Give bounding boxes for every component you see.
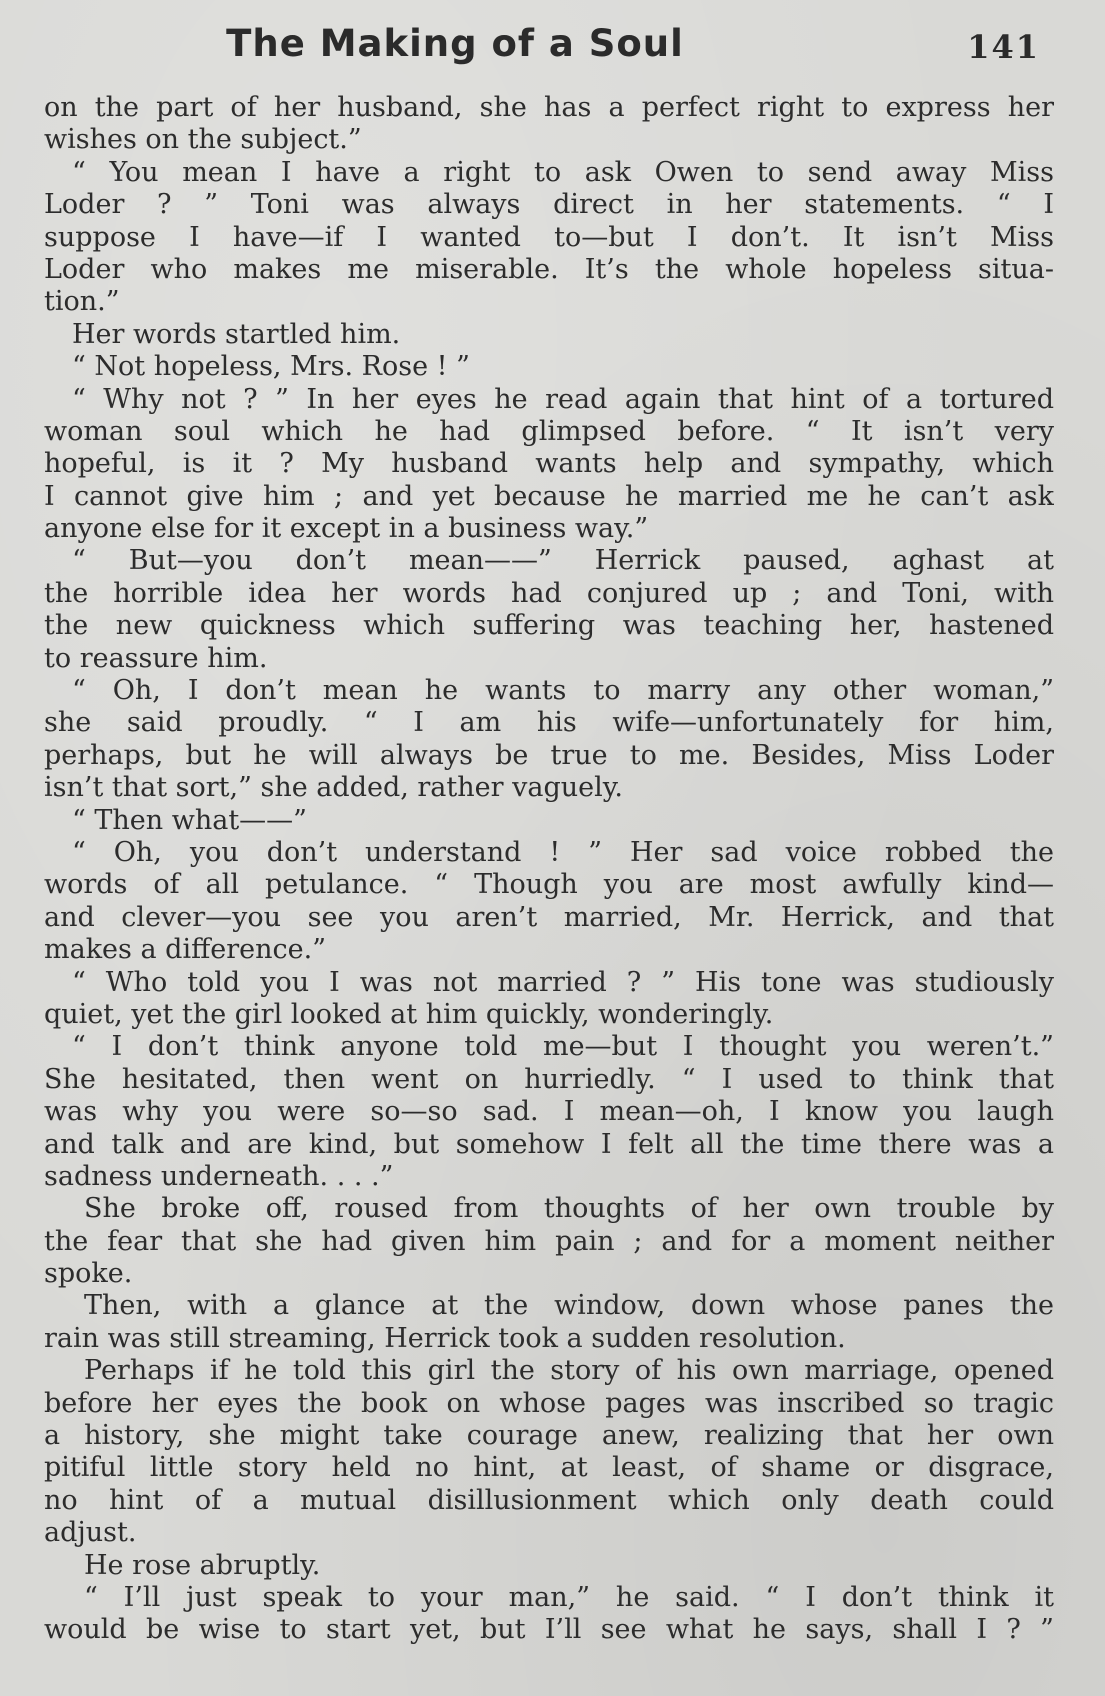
text-line: perhaps, but he will always be true to me. Besides, Miss Loder — [44, 739, 1054, 771]
text-line: Loder who makes me miserable. It’s the whole hopeless situa- — [44, 253, 1054, 285]
running-head — [40, 18, 1040, 78]
body-text — [44, 92, 1054, 1647]
text-line: wishes on the subject.” — [44, 124, 362, 156]
text-line: “ Not hopeless, Mrs. Rose ! ” — [72, 351, 470, 383]
text-line: I cannot give him ; and yet because he married me he can’t ask — [44, 480, 1054, 512]
text-line: and talk and are kind, but somehow I felt all the time there was a — [44, 1128, 1054, 1160]
text-line: tion.” — [44, 286, 120, 318]
page-number: 141 — [967, 28, 1040, 66]
text-line: “ I’ll just speak to your man,” he said. “ I don’t think it — [84, 1581, 1054, 1613]
text-line: the fear that she had given him pain ; and for a moment neither — [44, 1225, 1054, 1257]
text-line: Perhaps if he told this girl the story of his own marriage, opened — [84, 1355, 1054, 1387]
text-line: woman soul which he had glimpsed before. “ It isn’t very — [44, 415, 1054, 447]
text-line: pitiful little story held no hint, at least, of shame or disgrace, — [44, 1452, 1054, 1484]
running-title: The Making of a Soul — [226, 22, 684, 65]
text-line: adjust. — [44, 1517, 137, 1549]
text-line: hopeful, is it ? My husband wants help and sympathy, which — [44, 448, 1054, 480]
text-line: words of all petulance. “ Though you are most awfully kind— — [44, 869, 1054, 901]
text-line: the horrible idea her words had conjured up ; and Toni, with — [44, 577, 1054, 609]
text-line: He rose abruptly. — [84, 1549, 321, 1581]
text-line: “ Then what——” — [72, 804, 307, 836]
text-line: was why you were so—so sad. I mean—oh, I know you laugh — [44, 1096, 1054, 1128]
text-line: She hesitated, then went on hurriedly. “ I used to think that — [44, 1063, 1054, 1095]
text-line: She broke off, roused from thoughts of her own trouble by — [84, 1193, 1054, 1225]
text-line: Loder ? ” Toni was always direct in her statements. “ I — [44, 189, 1054, 221]
text-line: quiet, yet the girl looked at him quickly, wonderingly. — [44, 998, 774, 1030]
text-line: Then, with a glance at the window, down whose panes the — [84, 1290, 1054, 1322]
text-line: and clever—you see you aren’t married, Mr. Herrick, and that — [44, 901, 1054, 933]
text-line: she said proudly. “ I am his wife—unfortunately for him, — [44, 707, 1054, 739]
text-line: rain was still streaming, Herrick took a sudden resolution. — [44, 1322, 846, 1354]
text-line: “ You mean I have a right to ask Owen to send away Miss — [72, 156, 1054, 188]
text-line: makes a difference.” — [44, 934, 326, 966]
text-line: to reassure him. — [44, 642, 268, 674]
text-line: “ But—you don’t mean——” Herrick paused, aghast at — [72, 545, 1054, 577]
text-line: spoke. — [44, 1258, 133, 1290]
text-line: the new quickness which suffering was teaching her, hastened — [44, 610, 1054, 642]
text-line: “ Oh, you don’t understand ! ” Her sad voice robbed the — [72, 836, 1054, 868]
text-line: Her words startled him. — [72, 318, 401, 350]
text-line: “ Who told you I was not married ? ” His tone was studiously — [72, 966, 1054, 998]
text-line: would be wise to start yet, but I’ll see what he says, shall I ? ” — [44, 1614, 1054, 1646]
text-line: before her eyes the book on whose pages was inscribed so tragic — [44, 1387, 1054, 1419]
text-line: “ I don’t think anyone told me—but I thought you weren’t.” — [72, 1031, 1054, 1063]
text-line: on the part of her husband, she has a perfect right to express her — [44, 92, 1054, 123]
text-line: a history, she might take courage anew, realizing that her own — [44, 1420, 1054, 1452]
text-line: isn’t that sort,” she added, rather vaguely. — [44, 772, 623, 804]
text-line: “ Oh, I don’t mean he wants to marry any other woman,” — [72, 675, 1054, 707]
text-line: no hint of a mutual disillusionment which only death could — [44, 1484, 1054, 1516]
text-line: “ Why not ? ” In her eyes he read again that hint of a tortured — [72, 383, 1054, 415]
text-line: sadness underneath. . . .” — [44, 1160, 394, 1192]
text-line: anyone else for it except in a business way.” — [44, 513, 649, 545]
text-line: suppose I have—if I wanted to—but I don’t. It isn’t Miss — [44, 221, 1054, 253]
